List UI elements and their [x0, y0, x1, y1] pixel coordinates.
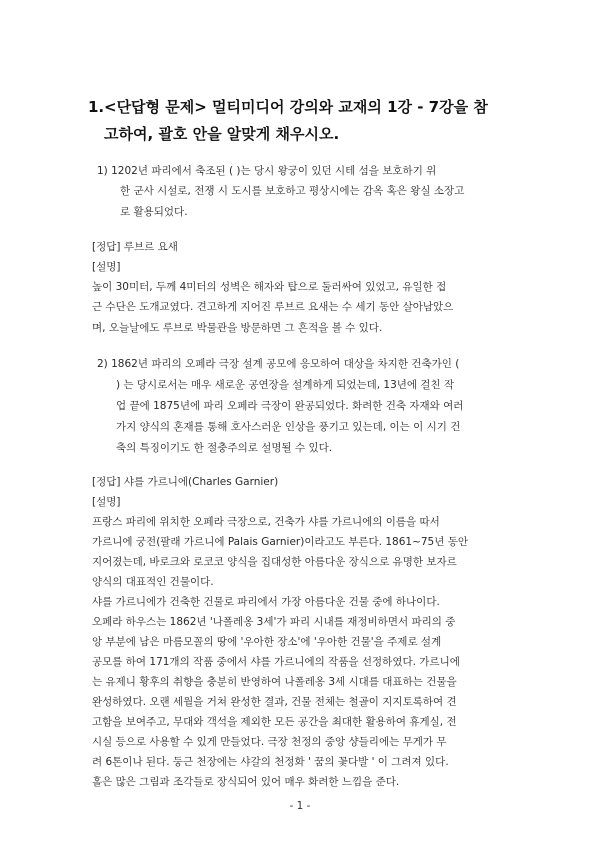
explain-2-line-1: 프랑스 파리에 위치한 오페라 극장으로, 건축가 샤를 가르니에의 이름을 따서 — [92, 516, 440, 528]
explain-2-line-6: 오페라 하우스는 1862년 '나폴레옹 3세'가 파리 시내를 재정비하면서 파리의 중 — [92, 616, 456, 628]
explain-2-line-2: 가르니에 궁전(팔래 가르니에 Palais Garnier)이라고도 부른다. 1861~75년 동안 — [92, 536, 469, 548]
explain-2-line-4: 양식의 대표적인 건물이다. — [92, 576, 214, 588]
explain-1-line-2: 근 수단은 도개교였다. 견고하게 지어진 루브르 요새는 수 세기 동안 살아남았으 — [92, 301, 454, 313]
question-title-line-2: 고하여, 괄호 안을 알맞게 채우시오. — [104, 125, 340, 143]
explain-2-line-12: 시실 등으로 사용할 수 있게 만들었다. 극장 천정의 중앙 샹들리에는 무게가 무 — [92, 736, 447, 748]
q2-line-3: 업 끝에 1875년에 파리 오페라 극장이 완공되었다. 화려한 건축 자재와 여러 — [116, 400, 464, 412]
answer-2: [정답] 샤를 가르니에(Charles Garnier) — [92, 476, 279, 488]
explain-2-line-13: 려 6톤이나 된다. 둥근 천장에는 샤갈의 천정화 ' 꿈의 꽃다발 ' 이 그려져 있다. — [92, 756, 449, 768]
explain-2-label: [설명] — [92, 496, 121, 508]
q1-line-3: 로 활용되었다. — [120, 206, 188, 218]
explain-2-line-5: 샤를 가르니에가 건축한 건물로 파리에서 가장 아름다운 건물 중에 하나이다. — [92, 596, 440, 608]
q2-line-1: 2) 1862년 파리의 오페라 극장 설계 공모에 응모하여 대상을 차지한 건축가인 ( — [97, 358, 460, 370]
q2-line-2: ) 는 당시로서는 매우 새로운 공연장을 설계하게 되었는데, 13년에 걸친 작 — [116, 379, 455, 391]
explain-1-label: [설명] — [92, 261, 121, 273]
explain-2-line-14: 홀은 많은 그림과 조각들로 장식되어 있어 매우 화려한 느낌을 준다. — [92, 776, 400, 788]
q1-line-1: 1) 1202년 파리에서 축조된 ( )는 당시 왕궁이 있던 시테 섬을 보호하기 위 — [97, 165, 437, 177]
explain-2-line-10: 완성하였다. 오랜 세월을 거쳐 완성한 결과, 건물 전체는 철골이 지지토록하여 견 — [92, 696, 457, 708]
explain-1-line-1: 높이 30미터, 두께 4미터의 성벽은 해자와 탑으로 둘러싸여 있었고, 유일한 접 — [92, 281, 447, 293]
question-title-line-1: <단답형 문제> 멀티미디어 강의와 교재의 1강 - 7강을 참 — [104, 98, 488, 116]
q2-line-5: 축의 특징이기도 한 절충주의로 설명될 수 있다. — [116, 442, 333, 454]
explain-2-line-8: 공모를 하여 171개의 작품 중에서 샤를 가르니에의 작품을 선정하였다. 가르니에 — [92, 656, 460, 668]
q2-line-4: 가지 양식의 혼재를 통해 호사스러운 인상을 풍기고 있는데, 이는 이 시기 건 — [116, 421, 461, 433]
q1-line-2: 한 군사 시설로, 전쟁 시 도시를 보호하고 평상시에는 감옥 혹은 왕실 소장고 — [120, 185, 465, 197]
explain-2-line-11: 고함을 보여주고, 무대와 객석을 제외한 모든 공간을 최대한 활용하여 휴게실, 전 — [92, 716, 457, 728]
explain-2-line-3: 지어졌는데, 바로크와 로코코 양식을 집대성한 아름다운 장식으로 유명한 보자르 — [92, 556, 457, 568]
explain-2-line-9: 는 유제니 황후의 취향을 충분히 반영하여 나폴레옹 3세 시대를 대표하는 건물을 — [92, 676, 457, 688]
page-number: - 1 - — [289, 800, 311, 812]
question-number: 1. — [88, 98, 105, 116]
explain-2-line-7: 앙 부분에 남은 마름모꼴의 땅에 '우아한 장소'에 '우아한 건물'을 주제로 설계 — [92, 636, 442, 648]
answer-1: [정답] 루브르 요새 — [92, 241, 178, 253]
explain-1-line-3: 며, 오늘날에도 루브로 박물관을 방문하면 그 흔적을 볼 수 있다. — [92, 322, 383, 334]
